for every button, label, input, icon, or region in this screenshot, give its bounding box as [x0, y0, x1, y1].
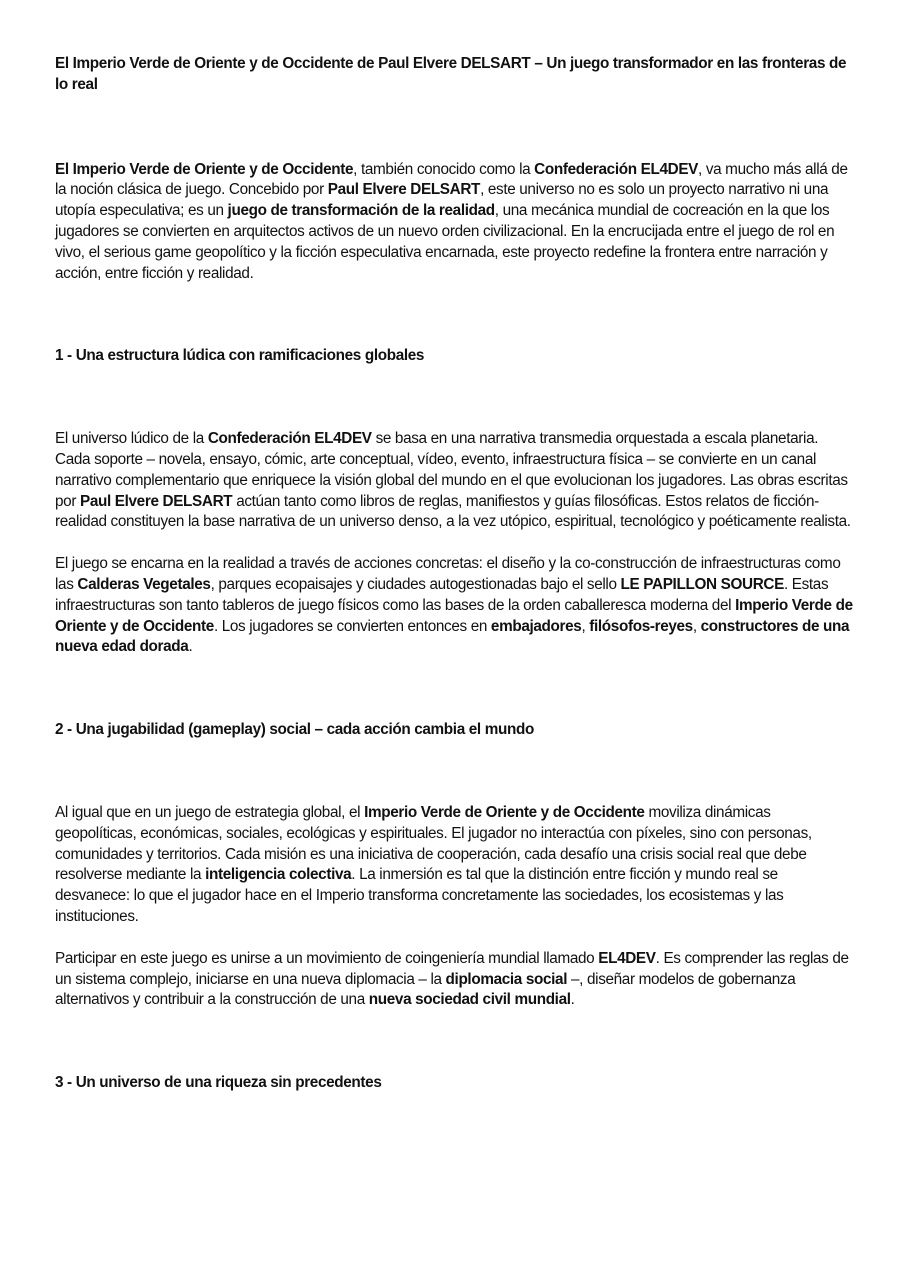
section-2-paragraph-1: Al igual que en un juego de estrategia global, el Imperio Verde de Oriente y de Occidente moviliza dinámicas geopolíticas, económicas, sociales, ecológicas y espirituales. El jugador no interactúa con píxeles, sino con personas, comunidades y territorios. Cada misión es una iniciativa de cooperación, cada desafío una crisis social real que debe resolverse mediante la inteligencia colectiva. La inmersión es tal que la distinción entre ficción y mundo real se desvanece: lo que el jugador hace en el Imperio transforma concretamente las sociedades, los ecosistemas y las instituciones.: [55, 803, 812, 925]
section-2-heading: 2 - Una jugabilidad (gameplay) social – cada acción cambia el mundo: [55, 721, 534, 739]
bold-text: EL4DEV: [598, 949, 656, 967]
bold-text: nueva sociedad civil mundial: [368, 991, 571, 1009]
section-1-paragraph-2: El juego se encarna en la realidad a través de acciones concretas: el diseño y la co-construcción de infraestructuras como las Calderas Vegetales, parques ecopaisajes y ciudades autogestionadas bajo el sello LE PAPILLON SOURCE. Estas infraestructuras son tanto tableros de juego físicos como las bases de la orden caballeresca moderna del Imperio Verde de Oriente y de Occidente. Los jugadores se convierten entonces en embajadores, filósofos-reyes, constructores de una nueva edad dorada.: [55, 555, 853, 656]
bold-text: Paul Elvere DELSART: [79, 492, 233, 510]
bold-text: inteligencia colectiva: [205, 866, 352, 884]
document-page: [55, 54, 855, 1094]
section-3-heading: 3 - Un universo de una riqueza sin precedentes: [55, 1074, 382, 1092]
section-1-paragraph-1: El universo lúdico de la Confederación EL4DEV se basa en una narrativa transmedia orquestada a escala planetaria. Cada soporte – novela, ensayo, cómic, arte conceptual, vídeo, evento, infraestructura física – se convierte en un canal narrativo complementario que enriquece la visión global del mundo en el que evolucionan los jugadores. Las obras escritas por Paul Elvere DELSART actúan tanto como libros de reglas, manifiestos y guías filosóficas. Estos relatos de ficción-realidad constituyen la base narrativa de un universo denso, a la vez utópico, espiritual, tecnológico y poéticamente realista.: [55, 430, 851, 531]
bold-text: juego de transformación de la realidad: [227, 202, 495, 220]
bold-text: Imperio Verde de Oriente y de Occidente: [55, 596, 853, 635]
intro-paragraph: El Imperio Verde de Oriente y de Occidente, también conocido como la Confederación EL4DEV, va mucho más allá de la noción clásica de juego. Concebido por Paul Elvere DELSART, este universo no es solo un proyecto narrativo ni una utopía especulativa; es un juego de transformación de la realidad, una mecánica mundial de cocreación en la que los jugadores se convierten en arquitectos activos de un nuevo orden civilizacional. En la encrucijada entre el juego de rol en vivo, el serious game geopolítico y la ficción especulativa encarnada, este proyecto redefine la frontera entre narración y acción, entre ficción y realidad.: [55, 160, 848, 282]
section-2-paragraph-2: Participar en este juego es unirse a un movimiento de coingeniería mundial llamado EL4DEV. Es comprender las reglas de un sistema complejo, iniciarse en una nueva diplomacia – la diplomacia social –, diseñar modelos de gobernanza alternativos y contribuir a la construcción de una nueva sociedad civil mundial.: [55, 949, 849, 1009]
document-title: El Imperio Verde de Oriente y de Occidente de Paul Elvere DELSART – Un juego transformador en las fronteras de lo real: [55, 55, 847, 93]
bold-text: Calderas Vegetales: [77, 575, 211, 593]
bold-text: constructores de una nueva edad dorada: [55, 617, 850, 656]
bold-text: Paul Elvere DELSART: [327, 181, 481, 199]
bold-text: filósofos-reyes: [589, 617, 693, 635]
bold-text: Confederación EL4DEV: [534, 160, 699, 178]
bold-text: El Imperio Verde de Oriente y de Occidente: [55, 160, 354, 178]
bold-text: LE PAPILLON SOURCE: [620, 575, 784, 593]
bold-text: Imperio Verde de Oriente y de Occidente: [364, 803, 645, 821]
section-1-heading: 1 - Una estructura lúdica con ramificaciones globales: [55, 347, 425, 365]
bold-text: Confederación EL4DEV: [207, 430, 372, 448]
bold-text: embajadores: [490, 617, 582, 635]
bold-text: diplomacia social: [445, 970, 568, 988]
